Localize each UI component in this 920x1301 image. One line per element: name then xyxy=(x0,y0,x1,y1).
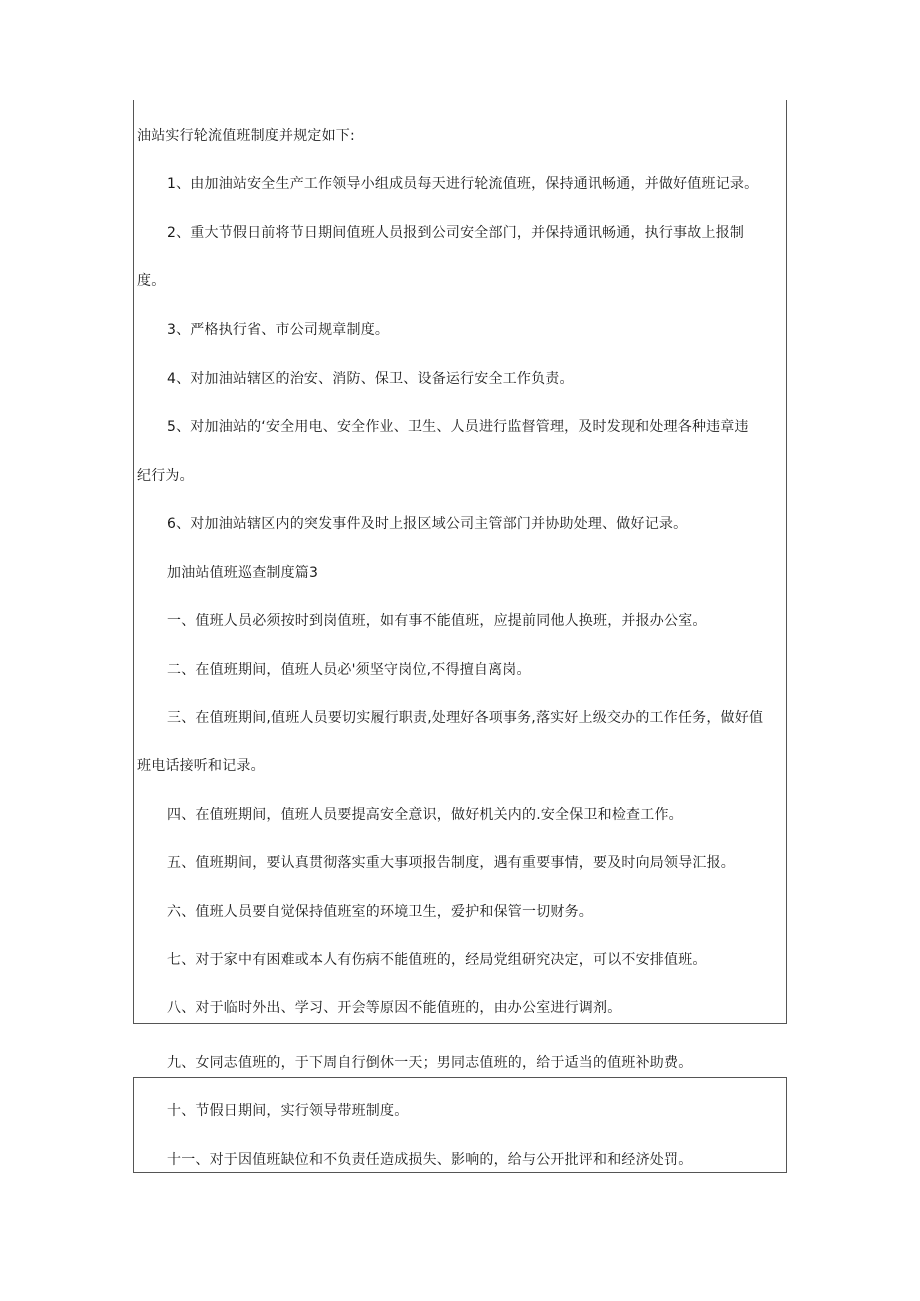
rule-nine: 九、女同志值班的，于下周自行倒休一天；男同志值班的，给于适当的值班补助费。 xyxy=(167,1055,693,1071)
section-title: 加油站值班巡查制度篇3 xyxy=(167,565,319,581)
rule-4: 4、对加油站辖区的治安、消防、保卫、设备运行安全工作负责。 xyxy=(167,371,574,387)
rule-1: 1、由加油站安全生产工作领导小组成员每天进行轮流值班，保持通讯畅通，并做好值班记录。 xyxy=(167,176,759,192)
rule-5-continued: 纪行为。 xyxy=(137,468,194,484)
rule-3: 3、严格执行省、市公司规章制度。 xyxy=(167,322,390,338)
rule-6: 6、对加油站辖区内的突发事件及时上报区域公司主管部门并协助处理、做好记录。 xyxy=(167,516,688,532)
rule-three-continued: 班电话接听和记录。 xyxy=(137,758,265,774)
rule-2-continued: 度。 xyxy=(137,273,166,289)
rule-ten: 十、节假日期间，实行领导带班制度。 xyxy=(167,1103,409,1119)
rule-two: 二、在值班期间，值班人员必'须坚守岗位,不得擅自离岗。 xyxy=(167,662,531,678)
rule-eight: 八、对于临时外出、学习、开会等原因不能值班的，由办公室进行调剂。 xyxy=(167,1000,622,1016)
rule-eleven: 十一、对于因值班缺位和不负责任造成损失、影响的，给与公开批评和和经济处罚。 xyxy=(167,1152,693,1168)
rule-2: 2、重大节假日前将节日期间值班人员报到公司安全部门，并保持通讯畅通，执行事故上报制 xyxy=(167,225,745,241)
rule-five: 五、值班期间，要认真贯彻落实重大事项报告制度，遇有重要事情，要及时向局领导汇报。 xyxy=(167,855,735,871)
rule-three: 三、在值班期间,值班人员要切实履行职责,处理好各项事务,落实好上级交办的工作任务，做好值 xyxy=(167,710,764,726)
rule-one: 一、值班人员必须按时到岗值班，如有事不能值班，应提前同他人换班，并报办公室。 xyxy=(167,613,707,629)
rule-seven: 七、对于家中有困难或本人有伤病不能值班的，经局党组研究决定，可以不安排值班。 xyxy=(167,952,707,968)
rule-5: 5、对加油站的‘安全用电、安全作业、卫生、人员进行监督管理，及时发现和处理各种违章违 xyxy=(167,419,749,435)
intro-line: 油站实行轮流值班制度并规定如下: xyxy=(137,128,355,144)
rule-four: 四、在值班期间，值班人员要提高安全意识，做好机关内的.安全保卫和检查工作。 xyxy=(167,807,683,823)
rule-six: 六、值班人员要自觉保持值班室的环境卫生，爱护和保管一切财务。 xyxy=(167,904,593,920)
